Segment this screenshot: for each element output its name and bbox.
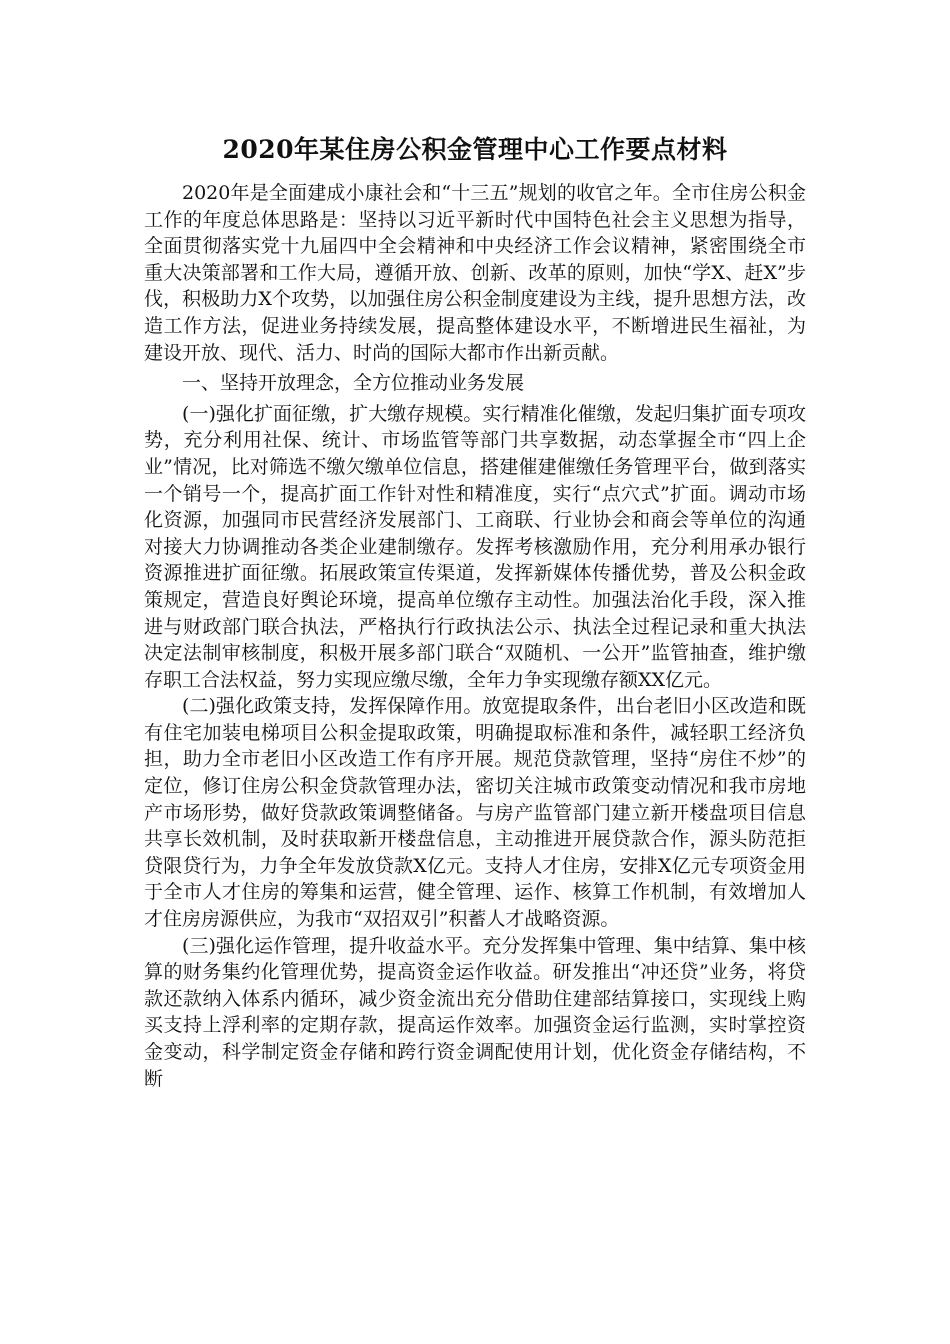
document-body: [144, 128, 806, 1092]
section-1-heading: 一、坚持开放理念，全方位推动业务发展: [182, 372, 525, 395]
section-1-paragraph-3: (三)强化运作管理，提升收益水平。充分发挥集中管理、集中结算、集中核算的财务集约化管理优势，提高资金运作收益。研发推出“冲还贷”业务，将贷款还款纳入体系内循环，减少资金流出充分借助住建部结算接口，实现线上购买支持上浮利率的定期存款，提高运作效率。加强资金运行监测，实时掌控资金变动，科学制定资金存储和跨行资金调配使用计划，优化资金存储结构，不断: [144, 934, 806, 1090]
section-1-paragraph-1: (一)强化扩面征缴，扩大缴存规模。实行精准化催缴，发起归集扩面专项攻势，充分利用社保、统计、市场监管等部门共享数据，动态掌握全市“四上企业”情况，比对筛选不缴欠缴单位信息，搭建催建催缴任务管理平台，做到落实一个销号一个，提高扩面工作针对性和精准度，实行“点穴式”扩面。调动市场化资源，加强同市民营经济发展部门、工商联、行业协会和商会等单位的沟通对接大力协调推动各类企业建制缴存。发挥考核激励作用，充分利用承办银行资源推进扩面征缴。拓展政策宣传渠道，发挥新媒体传播优势，普及公积金政策规定，营造良好舆论环境，提高单位缴存主动性。加强法治化手段，深入推进与财政部门联合执法，严格执行行政执法公示、执法全过程记录和重大执法决定法制审核制度，积极开展多部门联合“双随机、一公开”监管抽查，维护缴存职工合法权益，努力实现应缴尽缴，全年力争实现缴存额XX亿元。: [144, 402, 806, 691]
section-1-paragraph-2: (二)强化政策支持，发挥保障作用。放宽提取条件，出台老旧小区改造和既有住宅加装电梯项目公积金提取政策，明确提取标准和条件，减轻职工经济负担，助力全市老旧小区改造工作有序开展。规范贷款管理，坚持“房住不炒”的定位，修订住房公积金贷款管理办法，密切关注城市政策变动情况和我市房地产市场形势，做好贷款政策调整储备。与房产监管部门建立新开楼盘项目信息共享长效机制，及时获取新开楼盘信息，主动推进开展贷款合作，源头防范拒贷限贷行为，力争全年发放贷款X亿元。支持人才住房，安排X亿元专项资金用于全市人才住房的筹集和运营，健全管理、运作、核算工作机制，有效增加人才住房房源供应，为我市“双招双引”积蓄人才战略资源。: [144, 695, 806, 931]
intro-paragraph: 2020年是全面建成小康社会和“十三五”规划的收官之年。全市住房公积金工作的年度总体思路是：坚持以习近平新时代中国特色社会主义思想为指导，全面贯彻落实党十九届四中全会精神和中央经济工作会议精神，紧密围绕全市重大决策部署和工作大局，遵循开放、创新、改革的原则，加快“学X、赶X”步伐，积极助力X个攻势，以加强住房公积金制度建设为主线，提升思想方法，改造工作方法，促进业务持续发展，提高整体建设水平，不断增进民生福祉，为建设开放、现代、活力、时尚的国际大都市作出新贡献。: [144, 182, 806, 364]
document-title: 2020年某住房公积金管理中心工作要点材料: [222, 135, 728, 164]
